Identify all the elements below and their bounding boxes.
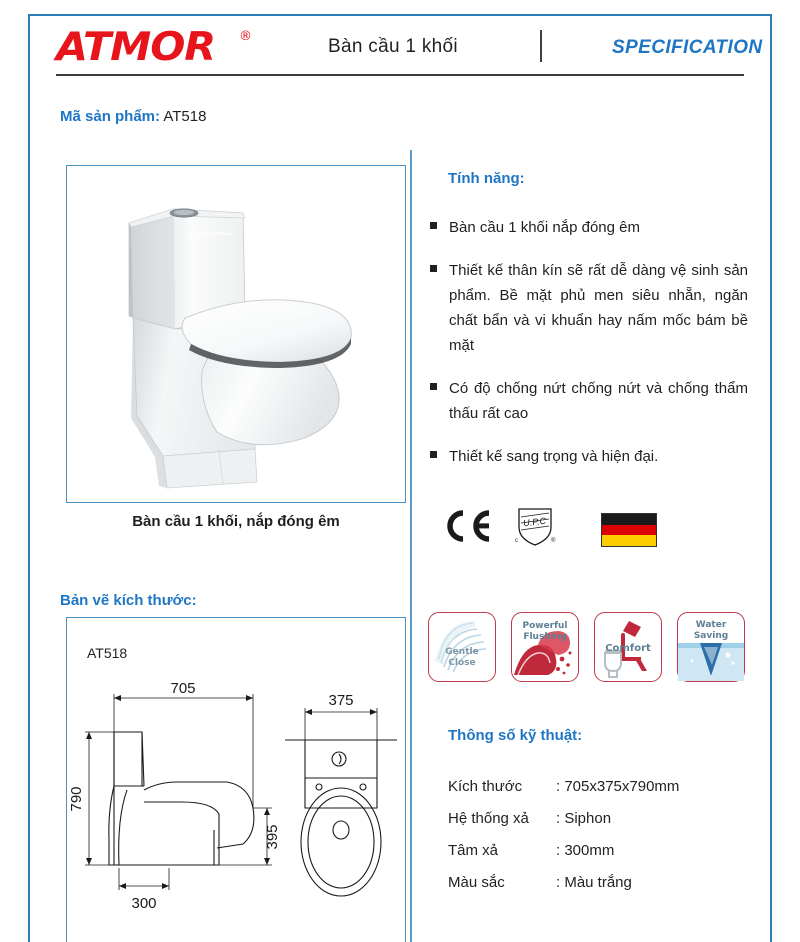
- feature-item: [430, 258, 748, 358]
- svg-text:U.P.C: U.P.C: [522, 515, 547, 529]
- features-list: [430, 215, 748, 487]
- page-header: [56, 25, 763, 82]
- feature-badges: [428, 612, 748, 686]
- spec-label: Hệ thống xả: [448, 810, 529, 827]
- feature-text: Bàn cầu 1 khối nắp đóng êm: [449, 219, 640, 236]
- header-separator: [540, 30, 542, 62]
- header-rule: [56, 74, 744, 76]
- product-photo-caption: Bàn cầu 1 khối, nắp đóng êm: [132, 513, 340, 530]
- feature-text: Thiết kế sang trọng và hiện đại.: [449, 448, 659, 465]
- spec-value: : Màu trắng: [556, 874, 632, 891]
- dimension-705: 705: [170, 680, 196, 697]
- feature-item: [430, 215, 748, 240]
- column-divider: [410, 150, 412, 942]
- logo-wordmark: ATMOR: [56, 25, 216, 70]
- dimension-375: 375: [328, 692, 354, 709]
- badge-line1: Gentle: [445, 647, 479, 657]
- features-heading: Tính năng:: [448, 170, 525, 187]
- badge-line1: Comfort: [605, 643, 651, 654]
- registered-trademark-icon: ®: [239, 29, 252, 44]
- bullet-square-icon: [430, 265, 437, 272]
- bullet-square-icon: [430, 451, 437, 458]
- feature-text: Có độ chống nứt chống nứt và chống thẩm thấu rất cao: [449, 380, 748, 422]
- spec-row: [448, 810, 748, 827]
- feature-item: [430, 444, 748, 469]
- spec-label: Kích thước: [448, 778, 523, 795]
- gentle-close-badge: [428, 612, 496, 682]
- dimension-300: 300: [131, 895, 157, 912]
- spec-label: Màu sắc: [448, 874, 505, 891]
- drawing-section-heading: Bản vẽ kích thước:: [60, 592, 197, 609]
- specifications-table: [448, 778, 748, 906]
- product-photo-box: [66, 165, 406, 503]
- powerful-flushing-badge: [511, 612, 579, 682]
- bullet-square-icon: [430, 383, 437, 390]
- feature-item: [430, 376, 748, 426]
- water-saving-badge: [677, 612, 745, 682]
- spec-row: [448, 874, 748, 891]
- dimension-drawing-box: [66, 617, 406, 942]
- german-flag-icon: [601, 513, 657, 547]
- spec-value: : 705x375x790mm: [556, 778, 680, 795]
- comfort-badge: [594, 612, 662, 682]
- upc-mark-icon: [511, 505, 559, 549]
- ce-mark-icon: [441, 509, 493, 543]
- spec-row: [448, 842, 748, 859]
- atmor-logo: [56, 25, 266, 70]
- badge-line2: Saving: [693, 631, 729, 641]
- spec-row: [448, 778, 748, 795]
- drawing-product-code: AT518: [87, 645, 128, 661]
- badge-line1: Water: [695, 620, 727, 630]
- bullet-square-icon: [430, 222, 437, 229]
- svg-text:c: c: [515, 538, 518, 544]
- dimension-395: 395: [264, 824, 281, 850]
- header-specification-label: SPECIFICATION: [612, 37, 763, 58]
- badge-line2: Flushing: [523, 632, 567, 642]
- badge-line2: Close: [448, 658, 476, 668]
- dimension-drawing: [67, 680, 404, 930]
- product-code: [60, 108, 206, 125]
- dimension-790: 790: [68, 786, 85, 812]
- badge-line1: Powerful: [522, 621, 568, 631]
- product-code-label: Mã sản phẩm:: [60, 108, 161, 125]
- svg-text:®: ®: [551, 538, 556, 544]
- spec-label: Tâm xả: [448, 842, 499, 859]
- header-product-name: Bàn cầu 1 khối: [328, 36, 458, 57]
- product-code-value: AT518: [163, 108, 207, 125]
- spec-value: : Siphon: [556, 810, 612, 827]
- feature-text: Thiết kế thân kín sẽ rất dễ dàng vệ sinh sản phẩm. Bề mặt phủ men siêu nhẵn, ngăn chất bẩn và vi khuẩn hay nấm mốc bám bề mặt: [449, 262, 748, 354]
- spec-value: : 300mm: [556, 842, 615, 859]
- certification-logos: [441, 505, 741, 551]
- one-piece-toilet-photo: [67, 166, 404, 501]
- specifications-heading: Thông số kỹ thuật:: [448, 727, 583, 744]
